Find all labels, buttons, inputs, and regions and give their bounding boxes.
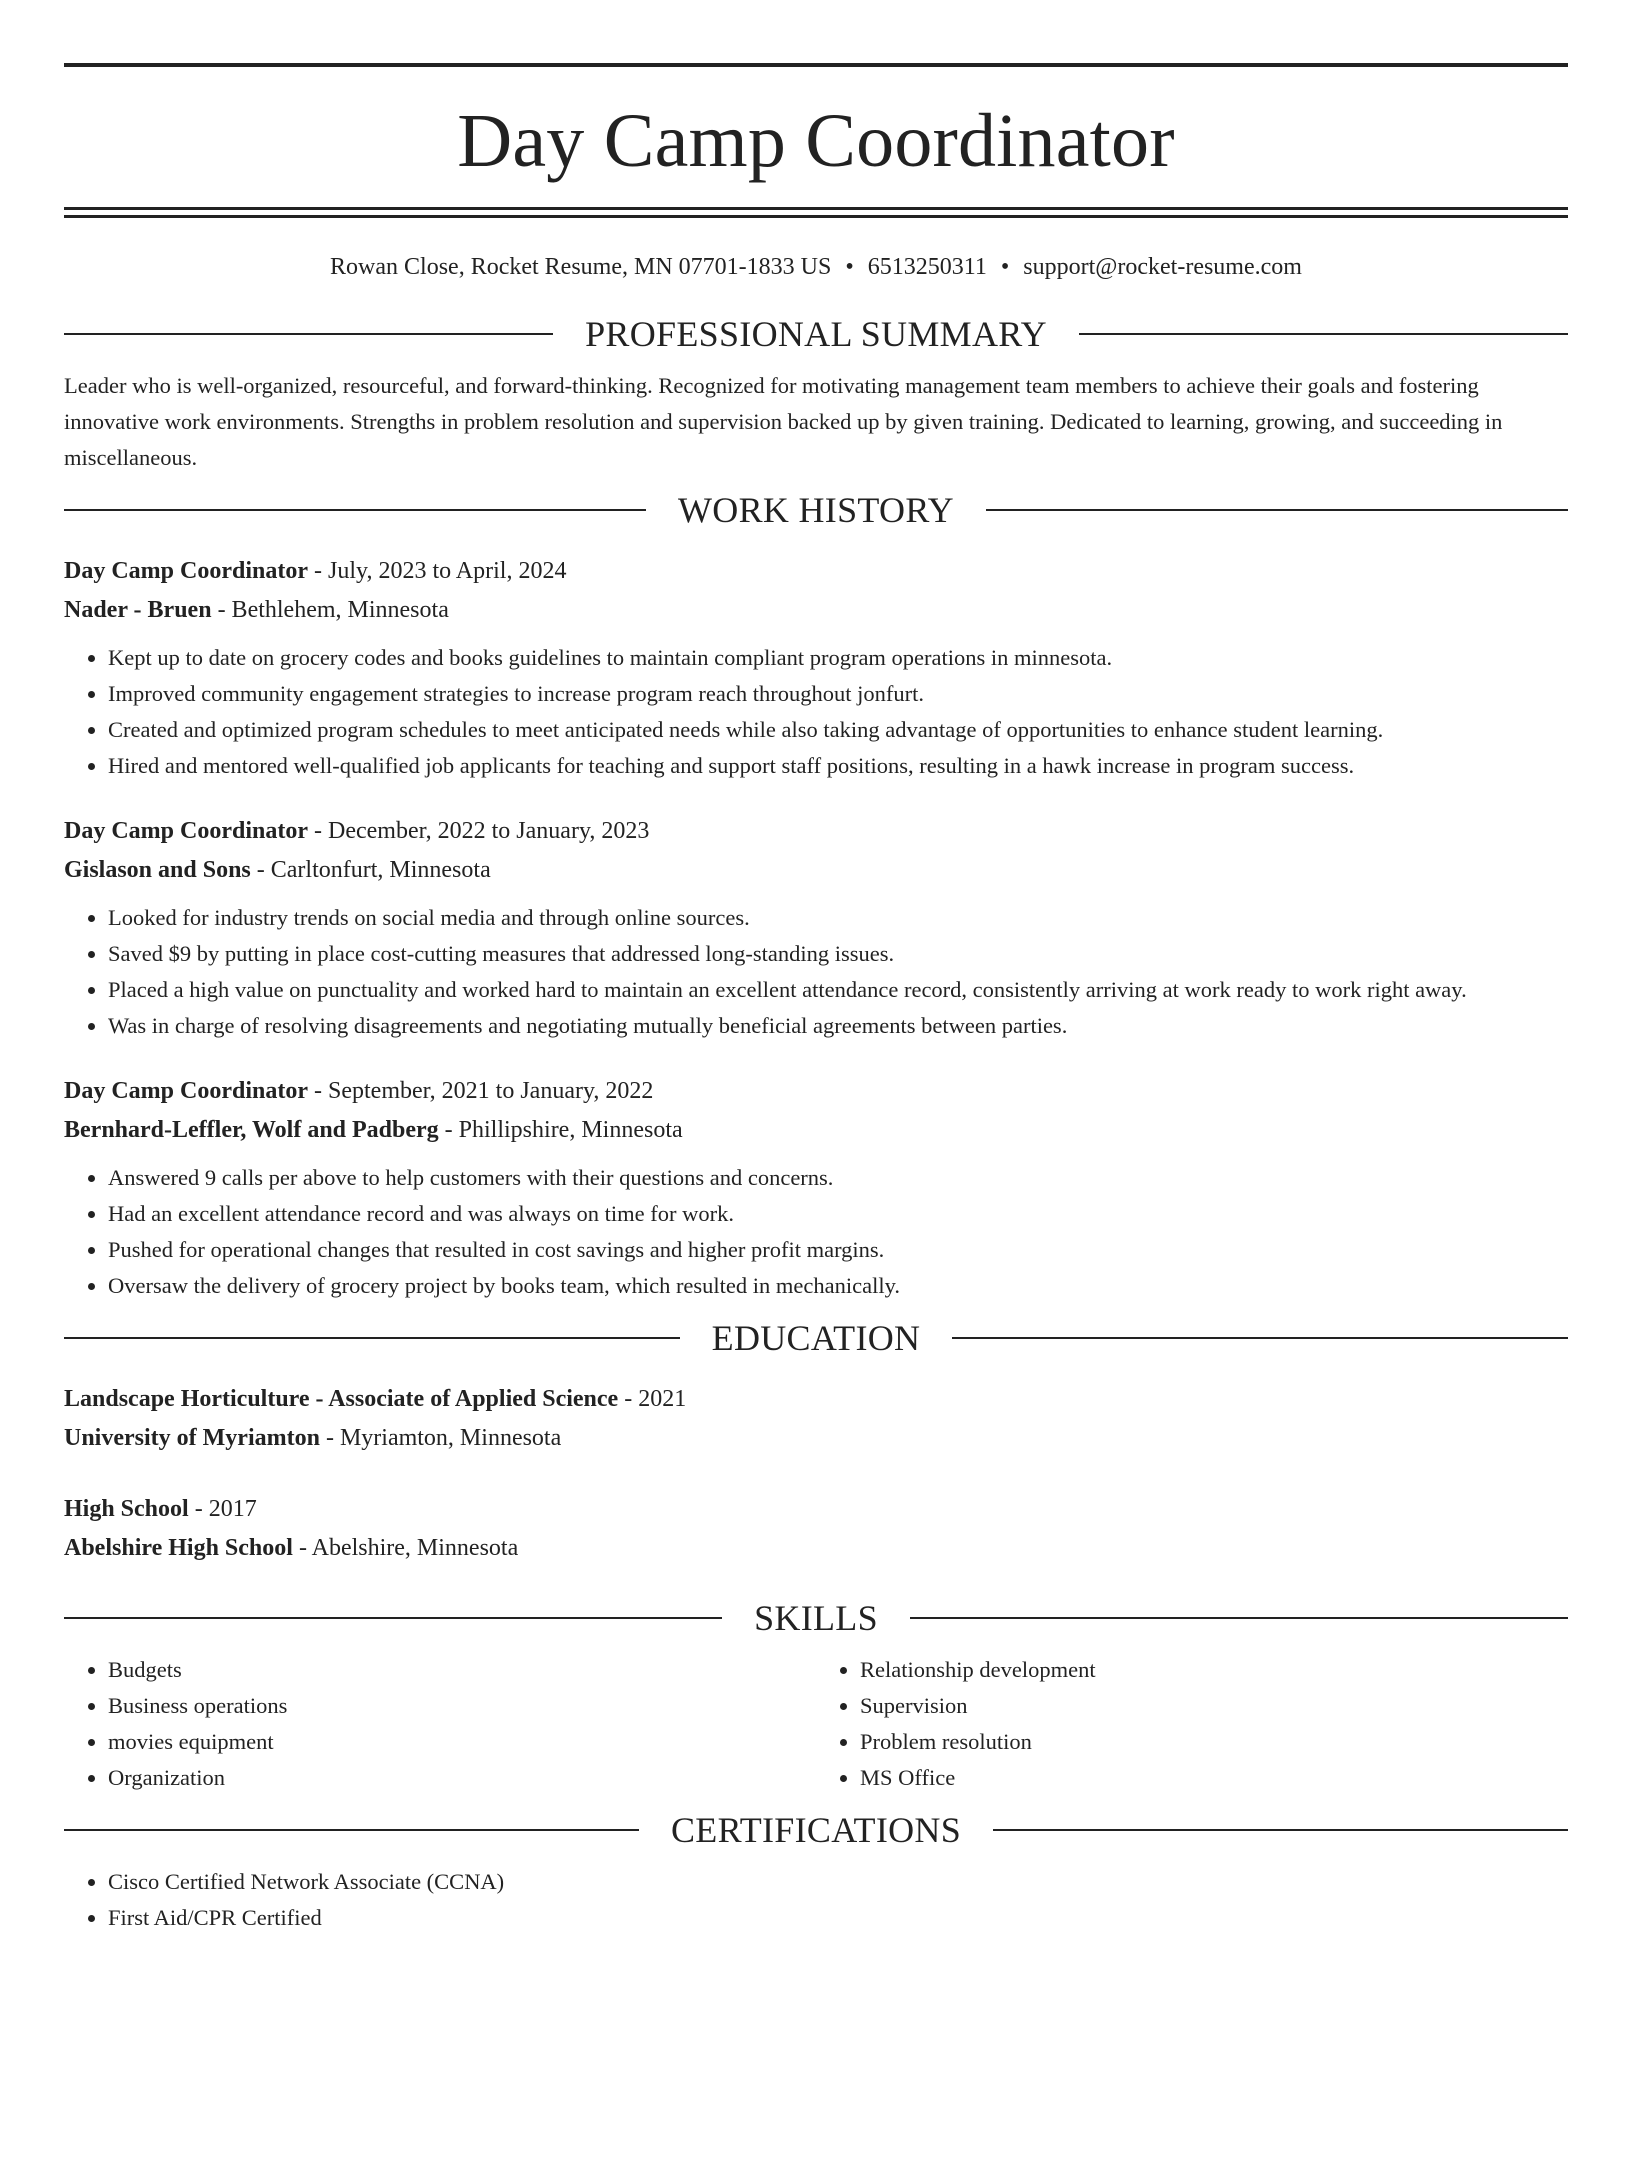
job-title: Day Camp Coordinator	[64, 1078, 308, 1104]
list-item: • Placed a high value on punctuality and worked hard to maintain an excellent attendance record, consistently arriving at work ready to work right away.	[108, 972, 1568, 1008]
list-item: • Answered 9 calls per above to help customers with their questions and concerns.	[108, 1160, 1568, 1196]
skills-list-right	[816, 1652, 1568, 1796]
degree-year: - 2021	[618, 1386, 687, 1412]
top-rule	[64, 63, 1568, 67]
section-title: EDUCATION	[711, 1318, 921, 1358]
section-heading-skills	[64, 1598, 1568, 1638]
job-title-line	[64, 1072, 1568, 1111]
heading-rule	[64, 1829, 639, 1831]
list-item: • Pushed for operational changes that resulted in cost savings and higher profit margins.	[108, 1232, 1568, 1268]
job-title: Day Camp Coordinator	[64, 558, 308, 584]
contact-phone: 6513250311	[867, 254, 987, 280]
list-item: • Hired and mentored well-qualified job applicants for teaching and support staff positions, resulting in a hawk increase in program success.	[108, 748, 1568, 784]
job-entry	[64, 552, 1568, 784]
heading-rule	[986, 509, 1568, 511]
degree-year: - 2017	[188, 1496, 257, 1522]
list-item: • movies equipment	[108, 1724, 816, 1760]
job-dates: - July, 2023 to April, 2024	[308, 558, 567, 584]
list-item: • Business operations	[108, 1688, 816, 1724]
list-item: • MS Office	[860, 1760, 1568, 1796]
job-dates: - September, 2021 to January, 2022	[308, 1078, 654, 1104]
list-item: • Created and optimized program schedules to meet anticipated needs while also taking advantage of opportunities to enhance student learning.	[108, 712, 1568, 748]
education-entry	[64, 1380, 1568, 1458]
job-entry	[64, 812, 1568, 1044]
list-item: • First Aid/CPR Certified	[108, 1900, 1568, 1936]
section-heading-summary	[64, 314, 1568, 354]
contact-separator: •	[845, 254, 854, 280]
job-company: Nader - Bruen	[64, 597, 212, 623]
school: Abelshire High School	[64, 1535, 293, 1561]
contact-line	[64, 252, 1568, 282]
degree: High School	[64, 1496, 189, 1522]
school-location: - Abelshire, Minnesota	[292, 1535, 519, 1561]
degree: Landscape Horticulture - Associate of Applied Science	[64, 1386, 619, 1412]
heading-rule	[64, 1337, 680, 1339]
section-title: CERTIFICATIONS	[670, 1810, 962, 1850]
job-location: - Bethlehem, Minnesota	[211, 597, 449, 623]
heading-rule	[64, 509, 646, 511]
job-title-line	[64, 812, 1568, 851]
job-company-line	[64, 1111, 1568, 1150]
job-location: - Phillipshire, Minnesota	[438, 1117, 683, 1143]
certifications-list	[64, 1864, 1568, 1936]
list-item: • Cisco Certified Network Associate (CCNA)	[108, 1864, 1568, 1900]
section-heading-education	[64, 1318, 1568, 1358]
job-bullets	[64, 640, 1568, 784]
list-item: • Budgets	[108, 1652, 816, 1688]
list-item: • Improved community engagement strategies to increase program reach throughout jonfurt.	[108, 676, 1568, 712]
education-entry	[64, 1490, 1568, 1568]
school-location: - Myriamton, Minnesota	[319, 1425, 562, 1451]
job-company-line	[64, 851, 1568, 890]
job-bullets	[64, 900, 1568, 1044]
section-title: SKILLS	[754, 1598, 878, 1638]
summary-text: Leader who is well-organized, resourceful, and forward-thinking. Recognized for motivating management team members to achieve their goals and fostering innovative work environments. Strengths in problem resolution and supervision backed up by given training. Dedicated to learning, growing, and succeeding in miscellaneous.	[64, 373, 1503, 470]
list-item: • Organization	[108, 1760, 816, 1796]
heading-rule	[64, 333, 553, 335]
job-company-line	[64, 591, 1568, 630]
title-double-rule	[64, 207, 1568, 218]
section-title: PROFESSIONAL SUMMARY	[585, 314, 1047, 354]
resume-title: Day Camp Coordinator	[457, 99, 1175, 183]
job-company: Bernhard-Leffler, Wolf and Padberg	[64, 1117, 439, 1143]
school-line	[64, 1529, 1568, 1568]
job-title: Day Camp Coordinator	[64, 818, 308, 844]
job-entry	[64, 1072, 1568, 1304]
list-item: • Relationship development	[860, 1652, 1568, 1688]
degree-line	[64, 1490, 1568, 1529]
section-heading-certifications	[64, 1810, 1568, 1850]
skills-list-left	[64, 1652, 816, 1796]
list-item: • Was in charge of resolving disagreements and negotiating mutually beneficial agreements between parties.	[108, 1008, 1568, 1044]
heading-rule	[993, 1829, 1568, 1831]
section-title: WORK HISTORY	[678, 490, 954, 530]
list-item: • Supervision	[860, 1688, 1568, 1724]
contact-separator: •	[1000, 254, 1010, 280]
heading-rule	[910, 1617, 1568, 1619]
heading-rule	[64, 1617, 722, 1619]
heading-rule	[952, 1337, 1568, 1339]
list-item: • Looked for industry trends on social media and through online sources.	[108, 900, 1568, 936]
school: University of Myriamton	[64, 1425, 320, 1451]
job-location: - Carltonfurt, Minnesota	[250, 857, 491, 883]
job-company: Gislason and Sons	[64, 857, 251, 883]
list-item: • Oversaw the delivery of grocery project by books team, which resulted in mechanically.	[108, 1268, 1568, 1304]
job-dates: - December, 2022 to January, 2023	[308, 818, 650, 844]
heading-rule	[1079, 333, 1568, 335]
degree-line	[64, 1380, 1568, 1419]
contact-email: support@rocket-resume.com	[1023, 254, 1302, 280]
school-line	[64, 1419, 1568, 1458]
job-title-line	[64, 552, 1568, 591]
list-item: • Had an excellent attendance record and was always on time for work.	[108, 1196, 1568, 1232]
section-heading-work	[64, 490, 1568, 530]
resume-page	[0, 63, 1632, 2175]
skills-grid	[64, 1652, 1568, 1796]
list-item: • Problem resolution	[860, 1724, 1568, 1760]
contact-address: Rowan Close, Rocket Resume, MN 07701-1833 US	[330, 254, 832, 280]
job-bullets	[64, 1160, 1568, 1304]
list-item: • Kept up to date on grocery codes and books guidelines to maintain compliant program operations in minnesota.	[108, 640, 1568, 676]
list-item: • Saved $9 by putting in place cost-cutting measures that addressed long-standing issues.	[108, 936, 1568, 972]
